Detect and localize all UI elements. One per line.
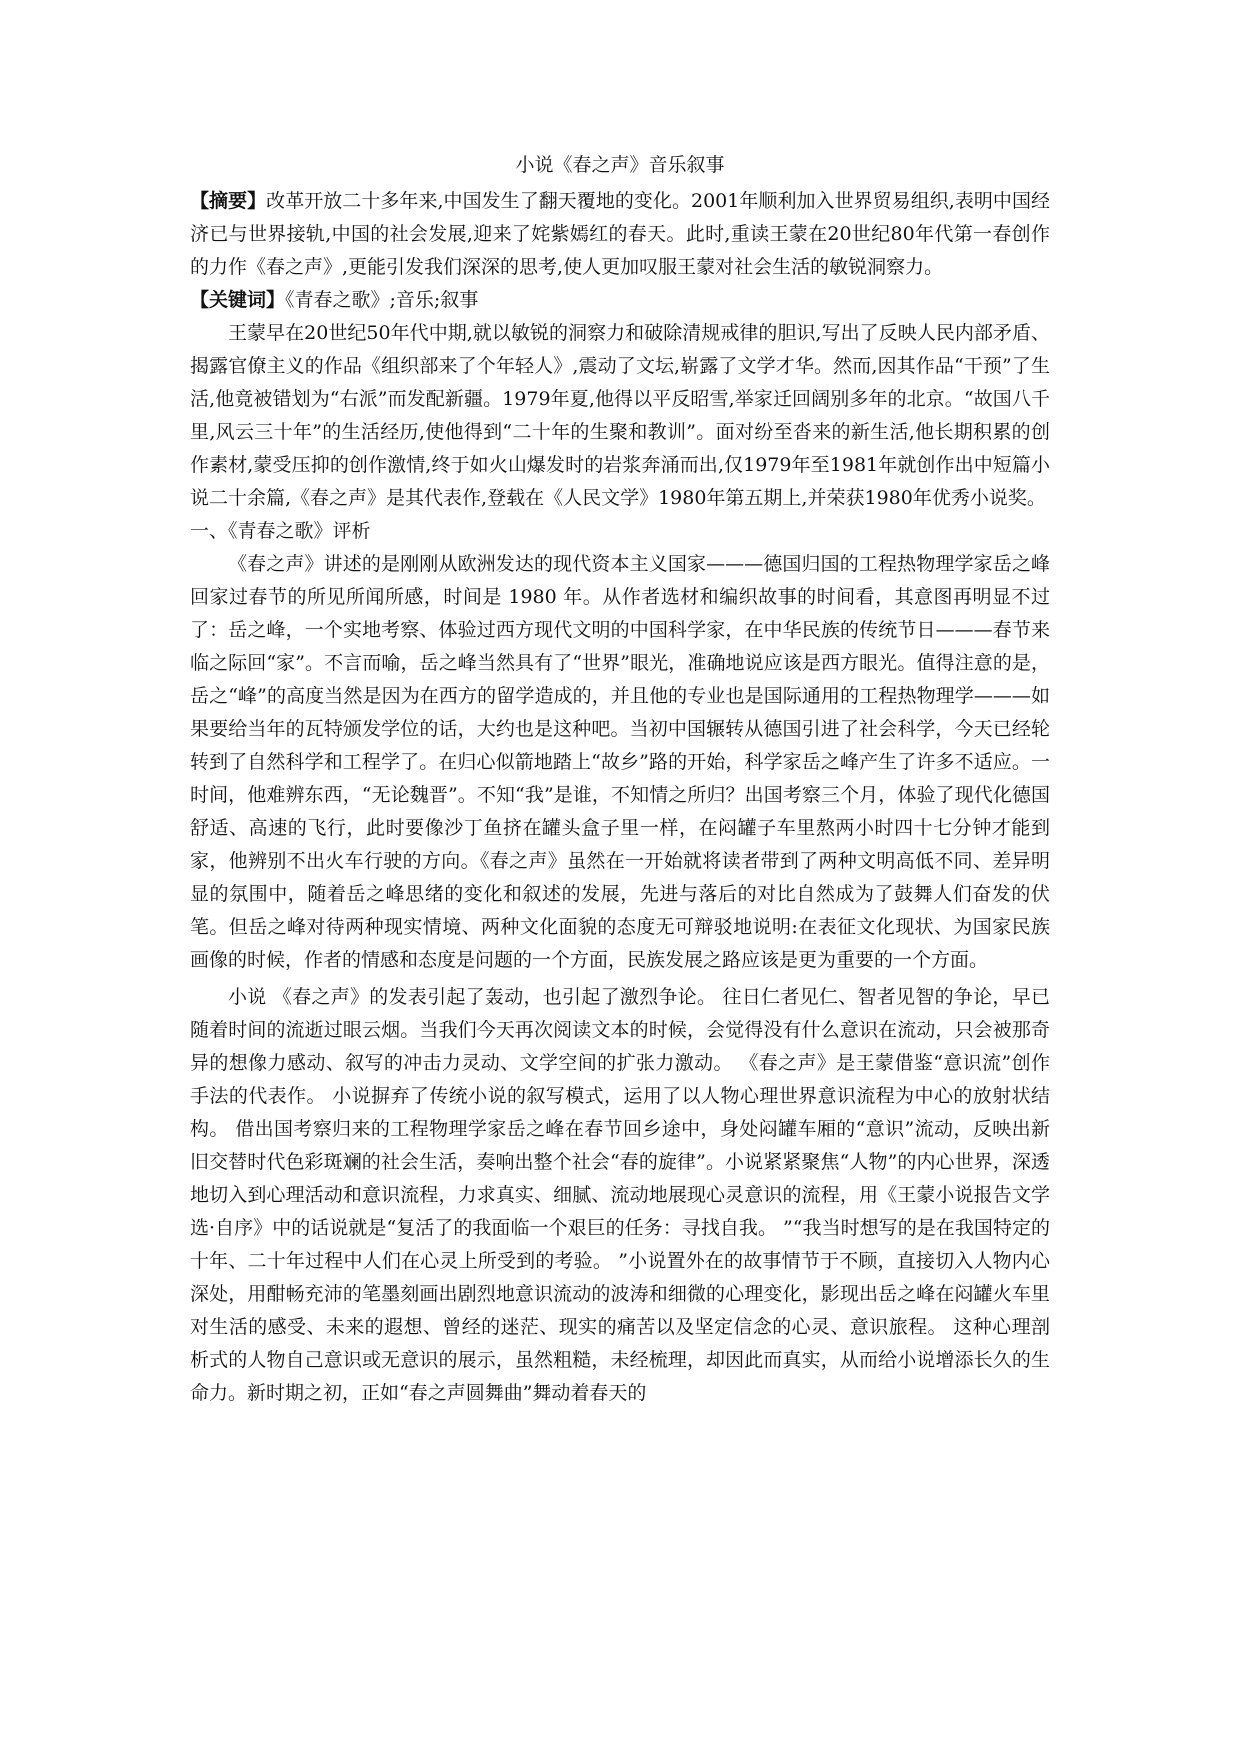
body-paragraph-1: 《春之声》讲述的是刚刚从欧洲发达的现代资本主义国家———德国归国的工程热物理学家岳之峰回家过春节的所见所闻所感，时间是 1980 年。从作者选材和编织故事的时间看，其意图再明显不过了：岳之峰，一个实地考察、体验过西方现代文明的中国科学家，在中华民族的传统节日———春节来临之际回“家”。不言而喻，岳之峰当然具有了“世界”眼光，准确地说应该是西方眼光。值得注意的是，岳之“峰”的高度当然是因为在西方的留学造成的，并且他的专业也是国际通用的工程热物理学———如果要给当年的瓦特颁发学位的话，大约也是这种吧。当初中国辗转从德国引进了社会科学，今天已经轮转到了自然科学和工程学了。在归心似箭地踏上“故乡”路的开始，科学家岳之峰产生了许多不适应。一时间，他难辨东西，“无论魏晋”。不知“我”是谁，不知情之所归？出国考察三个月，体验了现代化德国舒适、高速的飞行，此时要像沙丁鱼挤在罐头盒子里一样，在闷罐子车里熬两小时四十七分钟才能到家，他辨别不出火车行驶的方向。《春之声》虽然在一开始就将读者带到了两种文明高低不同、差异明显的氛围中，随着岳之峰思绪的变化和叙述的发展，先进与落后的对比自然成为了鼓舞人们奋发的伏笔。但岳之峰对待两种现实情境、两种文化面貌的态度无可辩驳地说明:在表征文化现状、为国家民族画像的时候，作者的情感和态度是问题的一个方面，民族发展之路应该是更为重要的一个方面。 [190,553,1050,971]
keywords-label: 【关键词】 [190,289,286,311]
abstract-paragraph [190,185,1050,284]
document-body [190,150,1050,1410]
keywords-text: 《青春之歌》;音乐;叙事 [285,289,479,311]
intro-paragraph: 王蒙早在20世纪50年代中期,就以敏锐的洞察力和破除清规戒律的胆识,写出了反映人民内部矛盾、揭露官僚主义的作品《组织部来了个年轻人》,震动了文坛,崭露了文学才华。然而,因其作品“干预”了生活,他竟被错划为“右派”而发配新疆。1979年夏,他得以平反昭雪,举家迁回阔别多年的北京。“故国八千里,风云三十年”的生活经历,使他得到“二十年的生聚和教训”。面对纷至沓来的新生活,他长期积累的创作素材,蒙受压抑的创作激情,终于如火山爆发时的岩浆奔涌而出,仅1979年至1981年就创作出中短篇小说二十余篇,《春之声》是其代表作,登载在《人民文学》1980年第五期上,并荣获1980年优秀小说奖。 [190,322,1050,509]
section-heading: 一、《青春之歌》评析 [190,520,371,542]
body-paragraph-2: 小说 《春之声》的发表引起了轰动，也引起了激烈争论。 往日仁者见仁、智者见智的争论，早已随着时间的流逝过眼云烟。当我们今天再次阅读文本的时候，会觉得没有什么意识在流动，只会被那奇异的想像力感动、叙写的冲击力灵动、文学空间的扩张力激动。 《春之声》是王蒙借鉴“意识流”创作手法的代表作。 小说摒弃了传统小说的叙写模式，运用了以人物心理世界意识流程为中心的放射状结构。 借出国考察归来的工程物理学家岳之峰在春节回乡途中，身处闷罐车厢的“意识”流动，反映出新旧交替时代色彩斑斓的社会生活，奏响出整个社会“春的旋律”。小说紧紧聚焦“人物”的内心世界，深透地切入到心理活动和意识流程，力求真实、细腻、流动地展现心灵意识的流程，用《王蒙小说报告文学选·自序》中的话说就是“复活了的我面临一个艰巨的任务：寻找自我。 ”“我当时想写的是在我国特定的十年、二十年过程中人们在心灵上所受到的考验。 ”小说置外在的故事情节于不顾，直接切入人物内心深处，用酣畅充沛的笔墨刻画出剧烈地意识流动的波涛和细微的心理变化，影现出岳之峰在闷罐火车里对生活的感受、未来的遐想、曾经的迷茫、现实的痛苦以及坚定信念的心灵、意识旅程。 这种心理剖析式的人物自己意识或无意识的展示，虽然粗糙，未经梳理，却因此而真实，从而给小说增添长久的生命力。新时期之初，正如“春之声圆舞曲”舞动着春天的 [190,986,1050,1404]
page-title: 小说《春之声》音乐叙事 [515,154,725,176]
keywords-paragraph [190,284,1050,317]
abstract-label: 【摘要】 [190,190,267,212]
abstract-text: 改革开放二十多年来,中国发生了翻天覆地的变化。2001年顺利加入世界贸易组织,表明中国经济已与世界接轨,中国的社会发展,迎来了姹紫嫣红的春天。此时,重读王蒙在20世纪80年代第一春创作的力作《春之声》,更能引发我们深深的思考,使人更加叹服王蒙对社会生活的敏锐洞察力。 [190,190,1050,278]
